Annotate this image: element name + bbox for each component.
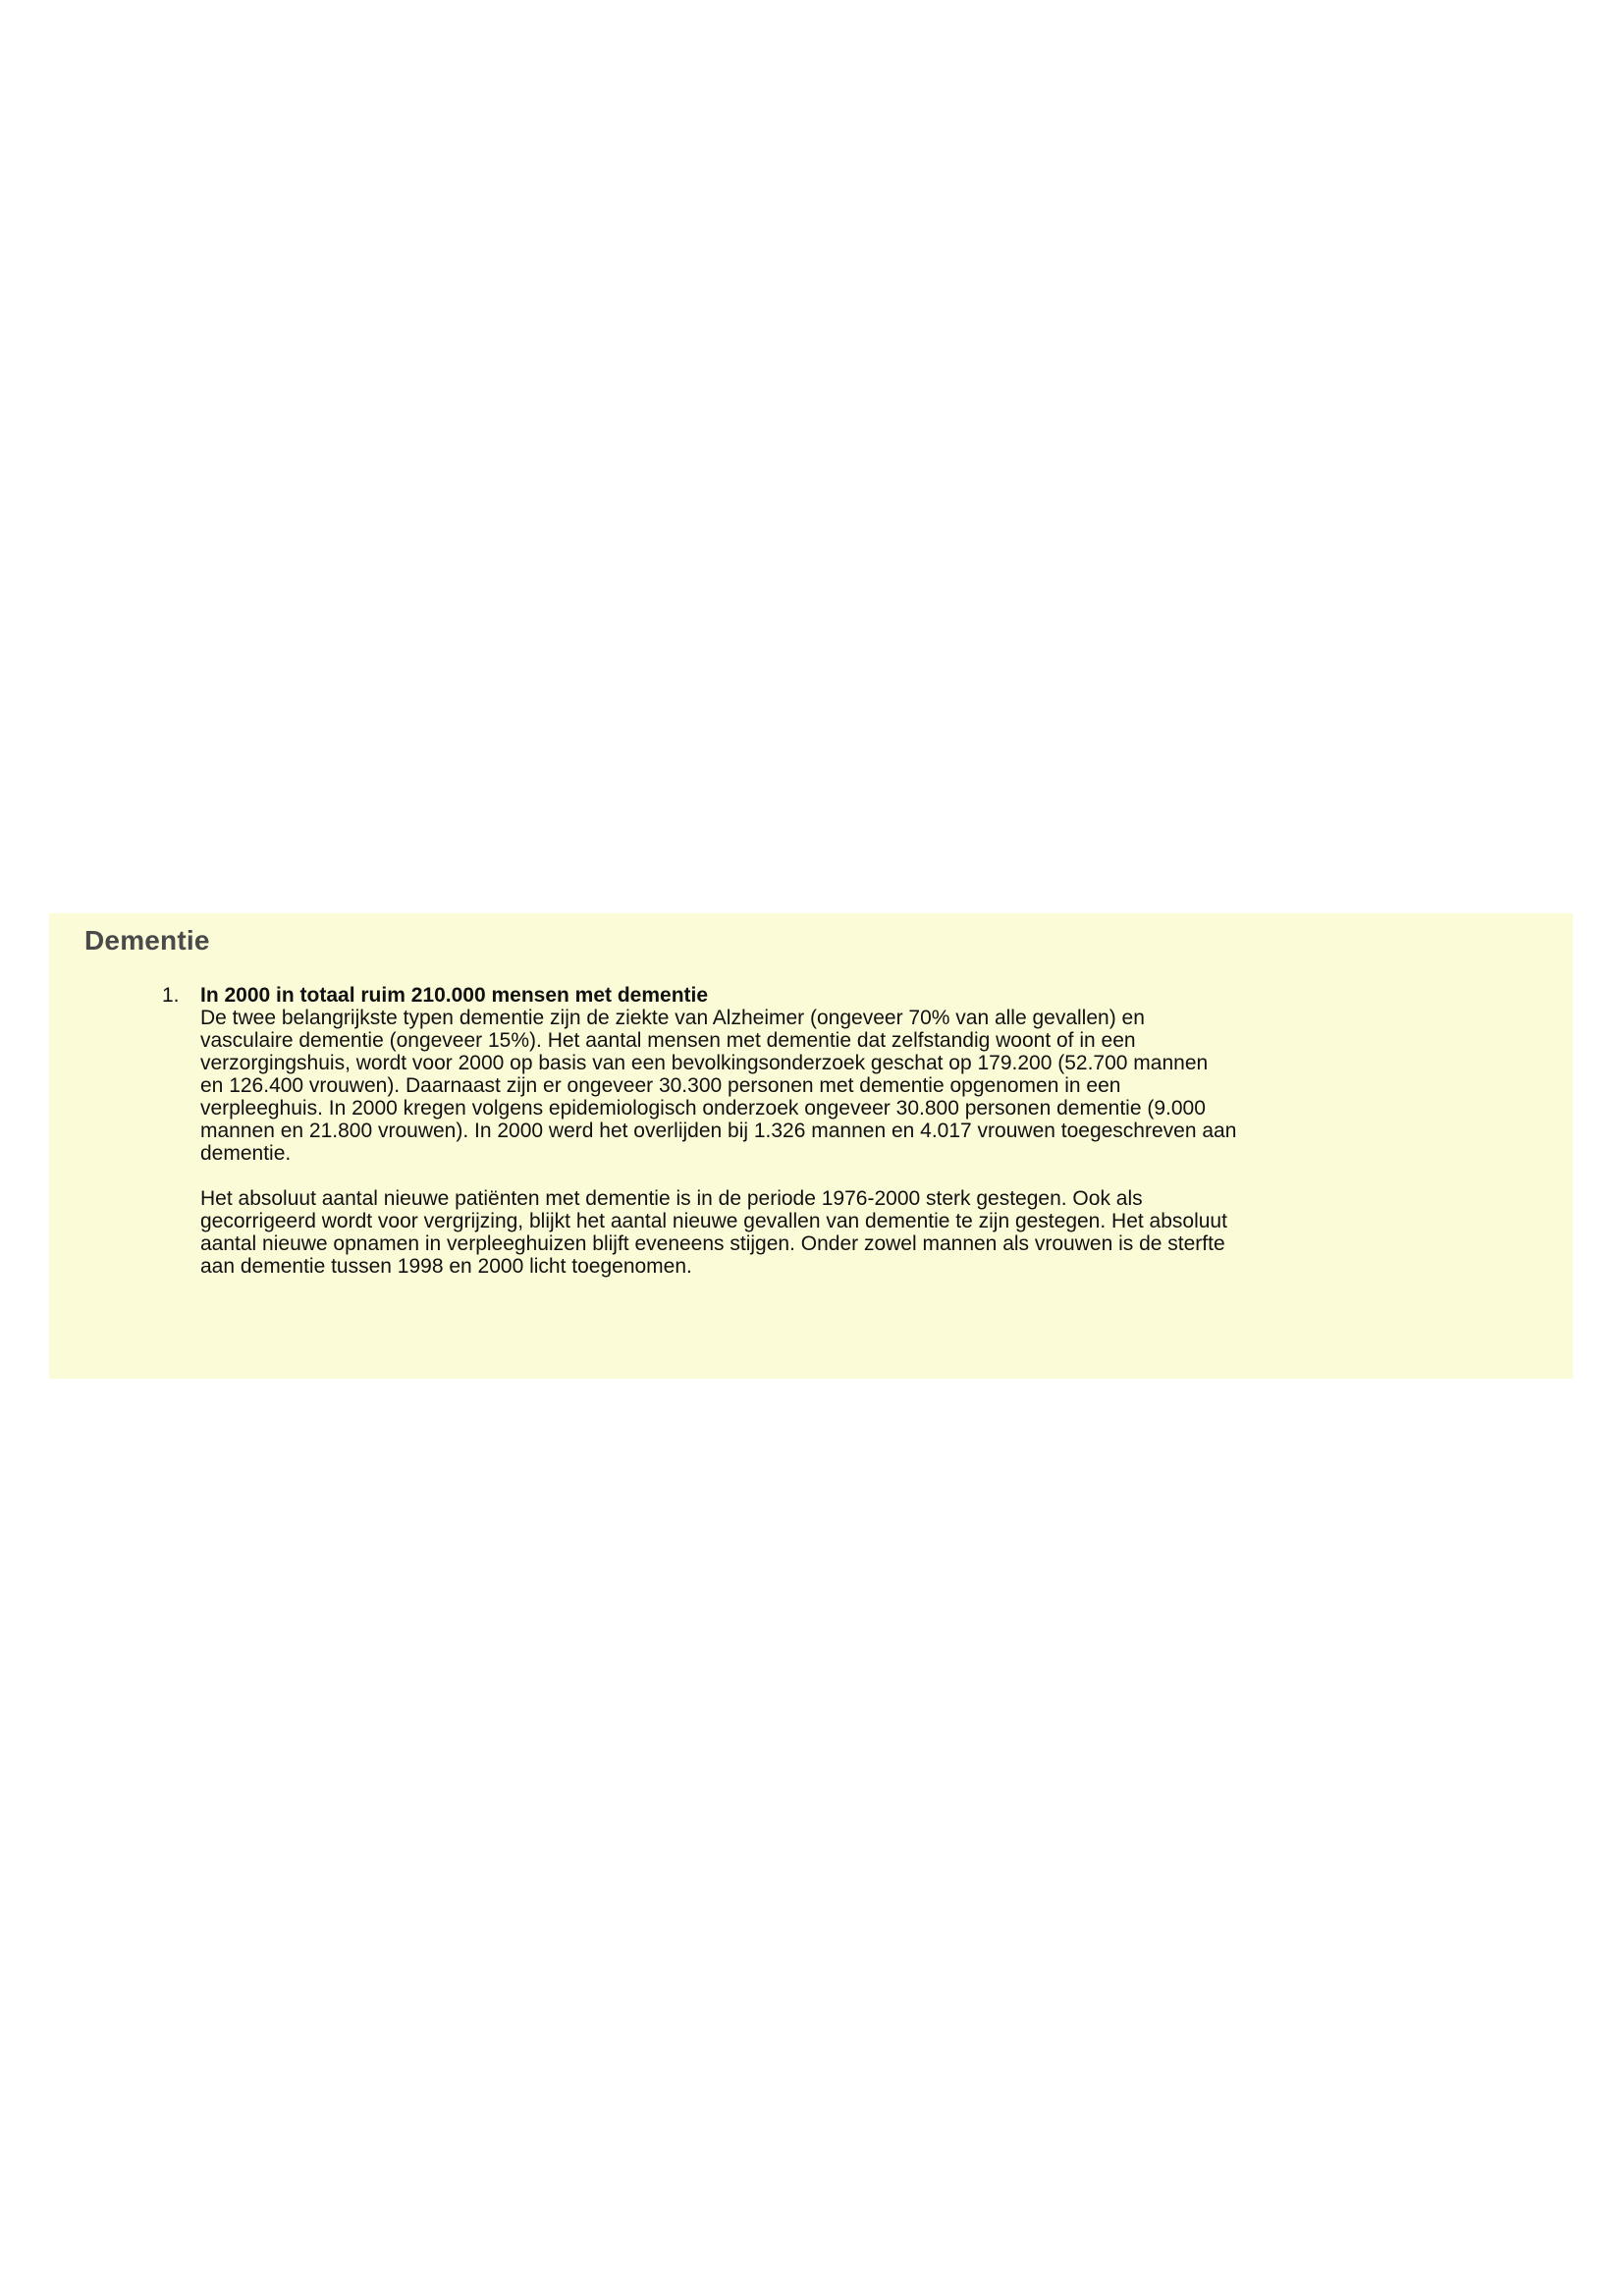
text-line: De twee belangrijkste typen dementie zijn de ziekte van Alzheimer (ongeveer 70% van alle gevallen) en	[200, 1007, 1145, 1029]
text-line: vasculaire dementie (ongeveer 15%). Het aantal mensen met dementie dat zelfstandig woont of in een	[200, 1029, 1136, 1052]
text-line: aan dementie tussen 1998 en 2000 licht toegenomen.	[200, 1255, 692, 1278]
paragraph-spacer	[200, 1165, 1614, 1187]
item-body	[200, 984, 1614, 1278]
item-heading: In 2000 in totaal ruim 210.000 mensen met dementie	[200, 984, 709, 1007]
dementie-panel	[49, 913, 1573, 1379]
text-line: gecorrigeerd wordt voor vergrijzing, blijkt het aantal nieuwe gevallen van dementie te zijn gestegen. Het absoluut	[200, 1210, 1227, 1232]
text-line: Het absoluut aantal nieuwe patiënten met dementie is in de periode 1976-2000 sterk gestegen. Ook als	[200, 1187, 1143, 1210]
text-line: en 126.400 vrouwen). Daarnaast zijn er ongeveer 30.300 personen met dementie opgenomen in een	[200, 1074, 1121, 1097]
text-line: aantal nieuwe opnamen in verpleeghuizen blijft eveneens stijgen. Onder zowel mannen als vrouwen is de sterfte	[200, 1232, 1225, 1255]
text-line: dementie.	[200, 1142, 292, 1165]
item-number: 1.	[162, 984, 180, 1007]
paragraph-2	[200, 1187, 1614, 1278]
panel-title: Dementie	[84, 925, 210, 956]
text-line: verzorgingshuis, wordt voor 2000 op basis van een bevolkingsonderzoek geschat op 179.200 (52.700 mannen	[200, 1052, 1209, 1074]
text-line: mannen en 21.800 vrouwen). In 2000 werd het overlijden bij 1.326 mannen en 4.017 vrouwen toegeschreven aan	[200, 1120, 1237, 1142]
paragraph-1	[200, 1007, 1614, 1165]
text-line: verpleeghuis. In 2000 kregen volgens epidemiologisch onderzoek ongeveer 30.800 personen dementie (9.000	[200, 1097, 1206, 1120]
